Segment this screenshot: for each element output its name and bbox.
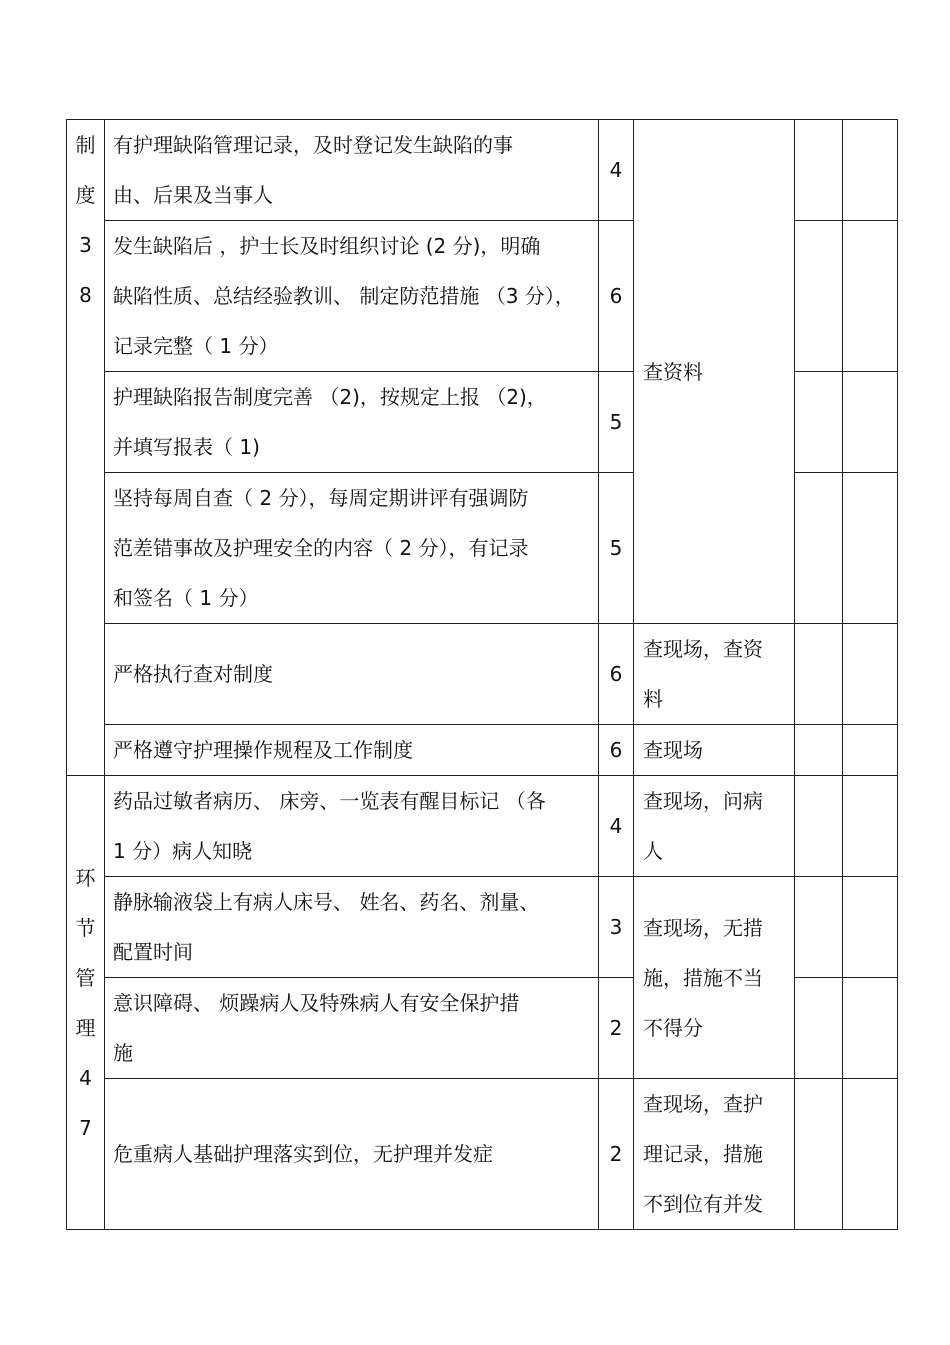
method-cell: 查现场，查护 理记录，措施 不到位有并发 xyxy=(634,1079,795,1230)
evaluation-table xyxy=(66,119,898,1230)
score-cell: 5 xyxy=(599,372,634,473)
blank-cell xyxy=(843,473,898,624)
blank-cell xyxy=(795,372,843,473)
criterion-cell: 坚持每周自查（ 2 分），每周定期讲评有强调防 范差错事故及护理安全的内容（ 2 分），有记录 和签名（ 1 分） xyxy=(105,473,599,624)
blank-cell xyxy=(795,473,843,624)
category-cell: 环 节 管 理 4 7 xyxy=(67,776,105,1230)
score-cell: 4 xyxy=(599,776,634,877)
blank-cell xyxy=(843,624,898,725)
blank-cell xyxy=(795,221,843,372)
blank-cell xyxy=(843,120,898,221)
method-cell: 查现场，无措 施，措施不当 不得分 xyxy=(634,877,795,1079)
score-cell: 3 xyxy=(599,877,634,978)
criterion-cell: 有护理缺陷管理记录，及时登记发生缺陷的事 由、后果及当事人 xyxy=(105,120,599,221)
method-cell: 查现场，查资 料 xyxy=(634,624,795,725)
table-row xyxy=(67,120,898,221)
blank-cell xyxy=(795,624,843,725)
criterion-cell: 护理缺陷报告制度完善 （2)，按规定上报 （2)， 并填写报表（ 1) xyxy=(105,372,599,473)
table-row xyxy=(67,725,898,776)
blank-cell xyxy=(843,725,898,776)
criterion-cell: 严格执行查对制度 xyxy=(105,624,599,725)
blank-cell xyxy=(843,978,898,1079)
score-cell: 2 xyxy=(599,1079,634,1230)
blank-cell xyxy=(795,1079,843,1230)
category-cell: 制 度 3 8 xyxy=(67,120,105,776)
score-cell: 6 xyxy=(599,221,634,372)
table-row xyxy=(67,776,898,877)
criterion-cell: 危重病人基础护理落实到位，无护理并发症 xyxy=(105,1079,599,1230)
blank-cell xyxy=(795,776,843,877)
blank-cell xyxy=(843,877,898,978)
blank-cell xyxy=(795,877,843,978)
table-row xyxy=(67,624,898,725)
blank-cell xyxy=(843,776,898,877)
method-cell: 查资料 xyxy=(634,120,795,624)
criterion-cell: 药品过敏者病历、 床旁、一览表有醒目标记 （各 1 分）病人知晓 xyxy=(105,776,599,877)
method-cell: 查现场，问病 人 xyxy=(634,776,795,877)
blank-cell xyxy=(843,372,898,473)
criterion-cell: 意识障碍、 烦躁病人及特殊病人有安全保护措 施 xyxy=(105,978,599,1079)
criterion-cell: 严格遵守护理操作规程及工作制度 xyxy=(105,725,599,776)
blank-cell xyxy=(795,725,843,776)
criterion-cell: 发生缺陷后 ，护士长及时组织讨论 (2 分)，明确 缺陷性质、总结经验教训、 制定防范措施 （3 分）， 记录完整（ 1 分） xyxy=(105,221,599,372)
blank-cell xyxy=(843,1079,898,1230)
score-cell: 6 xyxy=(599,624,634,725)
criterion-cell: 静脉输液袋上有病人床号、 姓名、药名、剂量、 配置时间 xyxy=(105,877,599,978)
table-row xyxy=(67,877,898,978)
blank-cell xyxy=(795,120,843,221)
blank-cell xyxy=(795,978,843,1079)
score-cell: 6 xyxy=(599,725,634,776)
score-cell: 2 xyxy=(599,978,634,1079)
score-cell: 5 xyxy=(599,473,634,624)
score-cell: 4 xyxy=(599,120,634,221)
method-cell: 查现场 xyxy=(634,725,795,776)
table-row xyxy=(67,1079,898,1230)
blank-cell xyxy=(843,221,898,372)
